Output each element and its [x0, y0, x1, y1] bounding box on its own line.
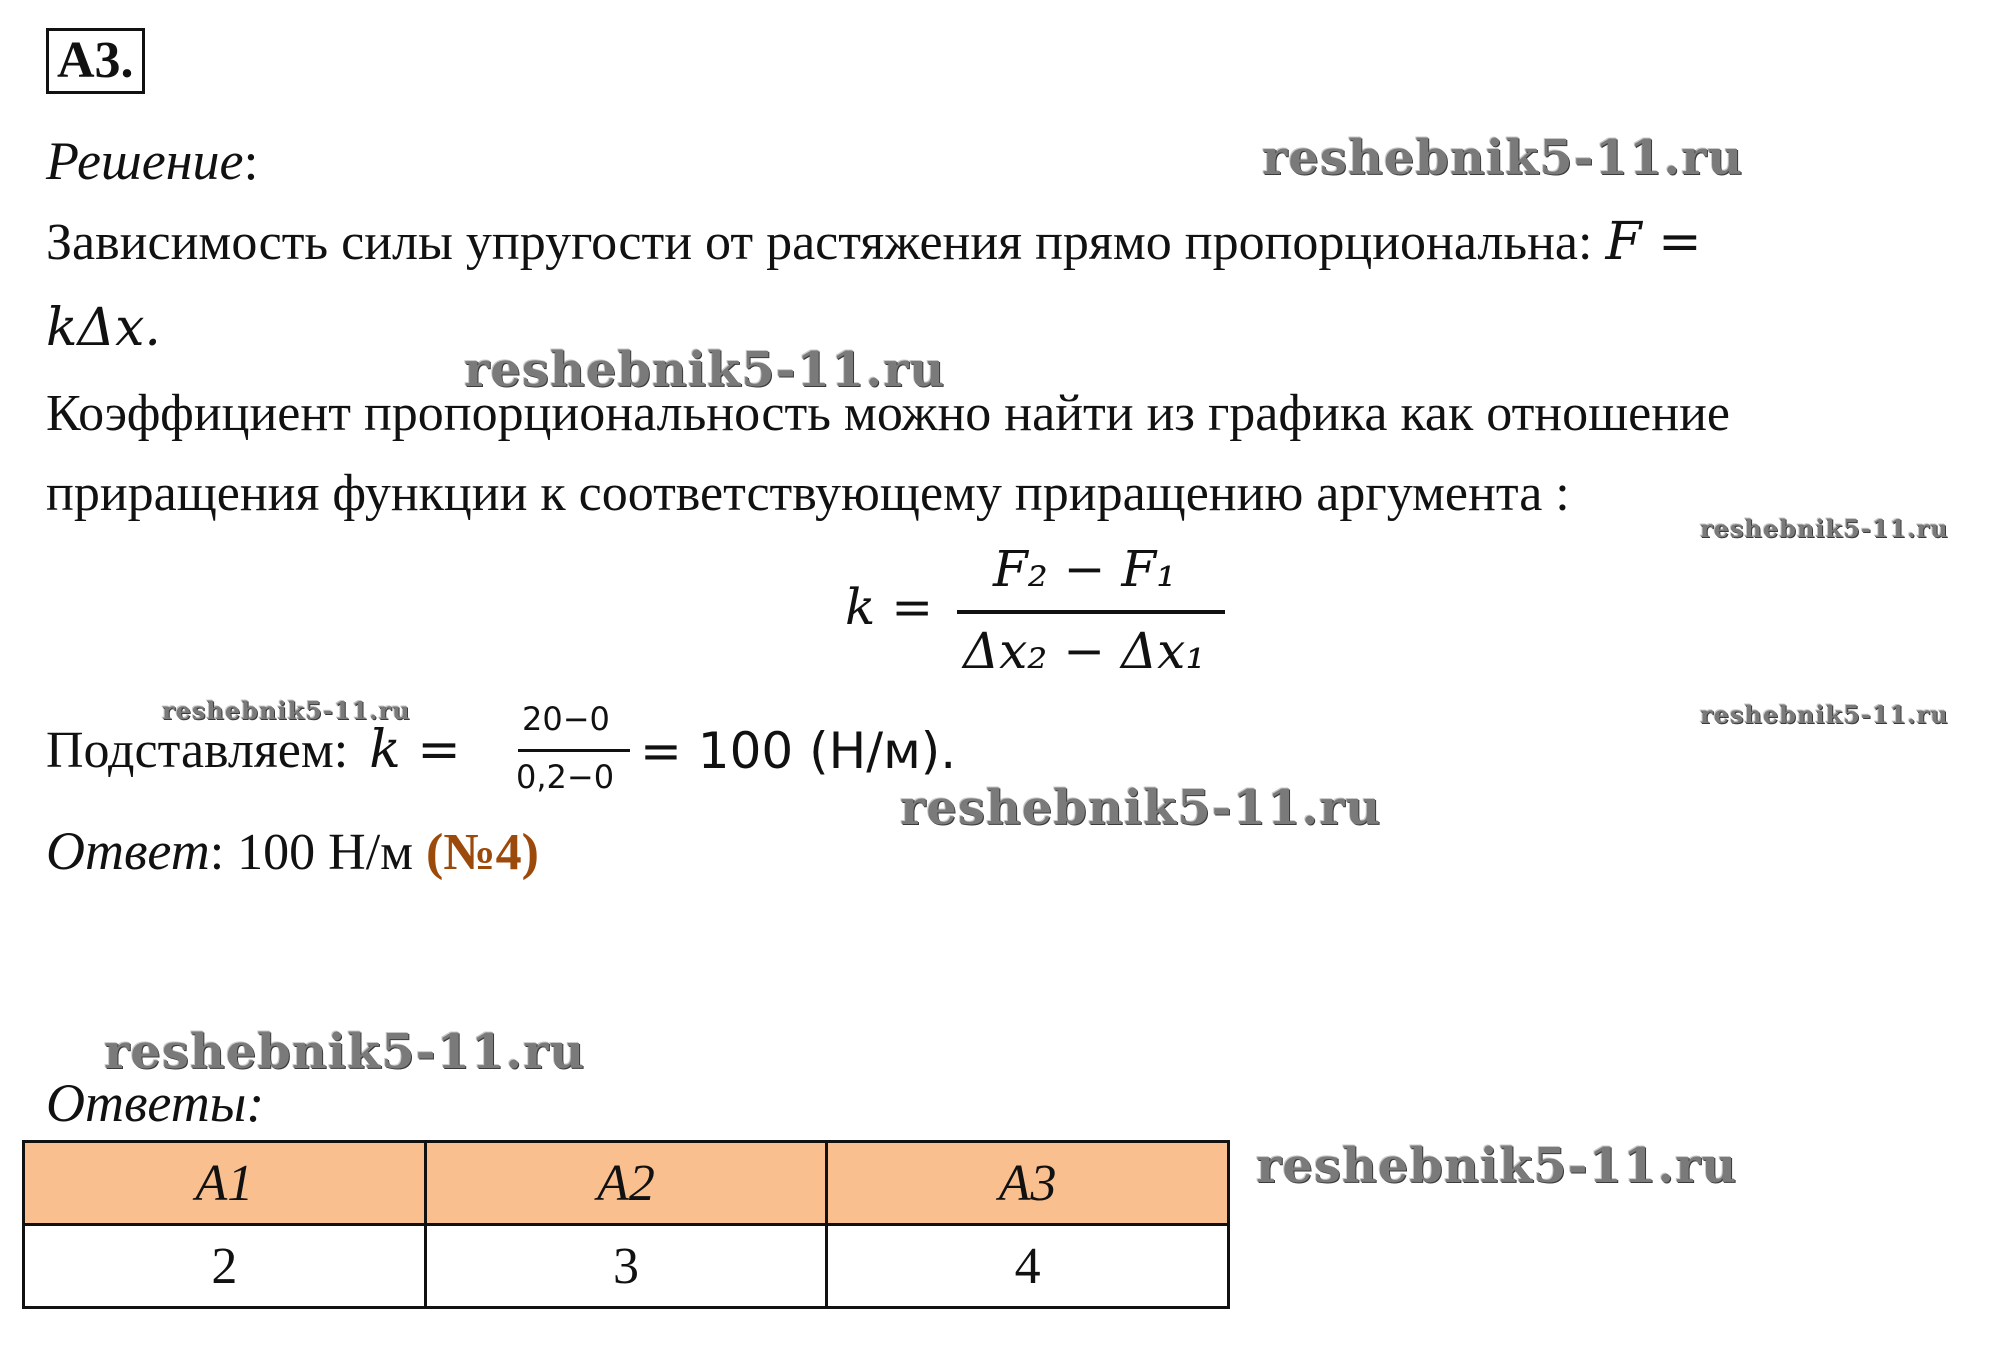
answers-heading: Ответы: [46, 1073, 265, 1133]
value-a2: 3 [425, 1225, 827, 1308]
substitution-line [46, 720, 461, 780]
substitute-prefix: Подставляем: [46, 722, 349, 779]
substitute-fraction [516, 698, 636, 808]
line1-text: Зависимость силы упругости от растяжения прямо пропорциональна: [46, 214, 1606, 271]
answers-header-row [24, 1142, 1229, 1225]
watermark-5: reshebnik5-11.ru [1700, 700, 1949, 729]
coefficient-formula [845, 540, 1245, 690]
line3-text: Коэффициент пропорциональность можно найти из графика как отношение [46, 385, 1730, 442]
solution-heading: Решение: [46, 131, 259, 191]
header-a1: А1 [24, 1142, 426, 1225]
substitute-result: = 100 (Н/м). [640, 722, 957, 780]
task-number: А3. [57, 32, 134, 89]
task-number-box [46, 28, 145, 94]
answer-line [46, 820, 539, 882]
watermark-3: reshebnik5-11.ru [1700, 514, 1949, 543]
answer-value: : 100 Н/м [209, 824, 414, 881]
watermark-6: reshebnik5-11.ru [900, 780, 1382, 836]
answers-value-row [24, 1225, 1229, 1308]
answers-table [22, 1140, 1230, 1309]
substitute-k: k = [369, 720, 461, 780]
watermark-7: reshebnik5-11.ru [104, 1024, 586, 1080]
substitute-denominator: 0,2−0 [516, 758, 615, 796]
answer-choice: (№4) [426, 824, 539, 881]
header-a2: А2 [425, 1142, 827, 1225]
substitute-fraction-bar [518, 749, 630, 752]
watermark-8: reshebnik5-11.ru [1256, 1138, 1738, 1194]
solution-label: Решение [46, 131, 244, 191]
substitute-numerator: 20−0 [522, 700, 610, 738]
formula-fraction-bar [957, 610, 1225, 614]
line4-text: приращения функции к соответствующему приращению аргумента : [46, 465, 1570, 522]
text-line-4 [46, 464, 1570, 523]
line1-math: F = [1605, 212, 1702, 272]
formula-denominator: Δx₂ − Δx₁ [963, 622, 1206, 680]
watermark-4: reshebnik5-11.ru [162, 696, 411, 725]
value-a1: 2 [24, 1225, 426, 1308]
answer-label: Ответ [46, 821, 210, 881]
watermark-2: reshebnik5-11.ru [464, 342, 946, 398]
text-line-2: kΔx. [46, 298, 161, 358]
header-a3: А3 [827, 1142, 1229, 1225]
value-a3: 4 [827, 1225, 1229, 1308]
formula-numerator: F₂ − F₁ [993, 540, 1177, 598]
text-line-1 [46, 212, 1702, 272]
formula-lhs: k = [845, 578, 934, 636]
line2-math: kΔx [46, 298, 145, 358]
watermark-1: reshebnik5-11.ru [1262, 130, 1744, 186]
